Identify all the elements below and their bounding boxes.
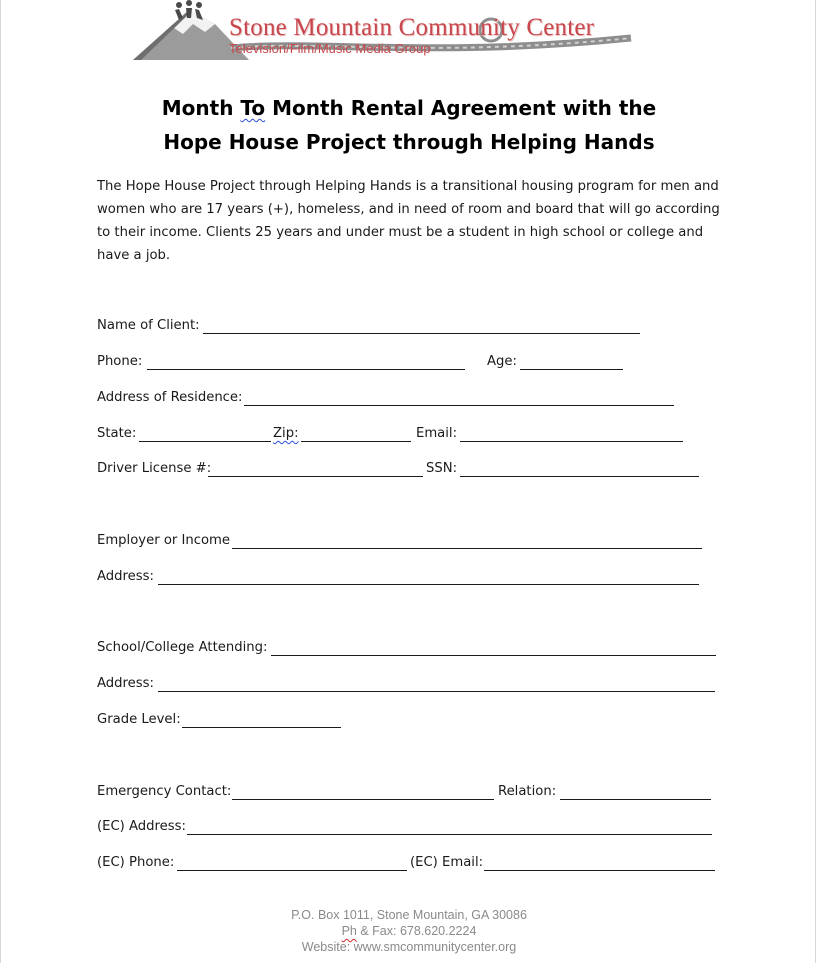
ec-email-field[interactable] bbox=[484, 870, 715, 871]
employer-or-income-field[interactable] bbox=[232, 548, 702, 549]
school-attending-label: School/College Attending: bbox=[97, 640, 268, 655]
ec-address-label: (EC) Address: bbox=[97, 819, 186, 834]
ec-phone-label: (EC) Phone: bbox=[97, 855, 175, 870]
employer-or-income-label: Employer or Income bbox=[97, 533, 231, 548]
school-address-field[interactable] bbox=[158, 691, 715, 692]
ec-phone-field[interactable] bbox=[177, 870, 407, 871]
name-of-client-label: Name of Client: bbox=[97, 318, 200, 333]
title-text-grammar-flagged: To bbox=[240, 96, 266, 120]
phone-label: Phone: bbox=[97, 354, 143, 369]
employer-address-label: Address: bbox=[97, 569, 154, 584]
school-attending-field[interactable] bbox=[271, 655, 716, 656]
ssn-field[interactable] bbox=[460, 476, 699, 477]
relation-label: Relation: bbox=[498, 784, 557, 799]
logo-subtitle: Television/Film/Music Media Group bbox=[229, 41, 431, 56]
email-label: Email: bbox=[416, 426, 458, 441]
address-of-residence-label: Address of Residence: bbox=[97, 390, 243, 405]
name-of-client-field[interactable] bbox=[203, 333, 640, 334]
logo-title: Stone Mountain Community Center bbox=[229, 14, 595, 41]
emergency-contact-field[interactable] bbox=[232, 799, 494, 800]
emergency-contact-label: Emergency Contact: bbox=[97, 784, 232, 799]
relation-field[interactable] bbox=[560, 799, 711, 800]
footer-phone-prefix: Ph bbox=[341, 924, 357, 938]
intro-paragraph: The Hope House Project through Helping Hands is a transitional housing program for men and women who are 17 years (+), homeless, and in need of room and board that will go according to their income. Clients 25 years and under must be a student in high school or college and have a job. bbox=[97, 179, 720, 263]
driver-license-field[interactable] bbox=[208, 476, 423, 477]
phone-field[interactable] bbox=[147, 369, 465, 370]
footer-phone-number: & Fax: 678.620.2224 bbox=[356, 924, 477, 938]
title-text-part: Month bbox=[161, 96, 241, 120]
title-text-part: Month Rental Agreement with the bbox=[265, 96, 657, 120]
age-label: Age: bbox=[487, 354, 517, 369]
age-field[interactable] bbox=[520, 369, 623, 370]
ec-email-label: (EC) Email: bbox=[410, 855, 484, 870]
school-address-label: Address: bbox=[97, 676, 154, 691]
grade-level-field[interactable] bbox=[182, 727, 341, 728]
letterhead-logo bbox=[131, 0, 641, 62]
state-label: State: bbox=[97, 426, 137, 441]
zip-field[interactable] bbox=[301, 441, 411, 442]
zip-label: Zip: bbox=[273, 426, 299, 441]
grade-level-label: Grade Level: bbox=[97, 712, 181, 727]
footer-address: P.O. Box 1011, Stone Mountain, GA 30086 bbox=[291, 908, 527, 922]
ec-address-field[interactable] bbox=[187, 834, 712, 835]
employer-address-field[interactable] bbox=[158, 584, 699, 585]
state-field[interactable] bbox=[139, 441, 271, 442]
email-field[interactable] bbox=[460, 441, 683, 442]
document-title-line-1 bbox=[1, 96, 817, 120]
document-title-line-2: Hope House Project through Helping Hands bbox=[163, 130, 655, 154]
footer-phone bbox=[1, 924, 817, 938]
ssn-label: SSN: bbox=[426, 461, 458, 476]
driver-license-label: Driver License #: bbox=[97, 461, 212, 476]
address-of-residence-field[interactable] bbox=[244, 405, 674, 406]
footer-website[interactable]: Website: www.smcommunitycenter.org bbox=[301, 940, 517, 954]
